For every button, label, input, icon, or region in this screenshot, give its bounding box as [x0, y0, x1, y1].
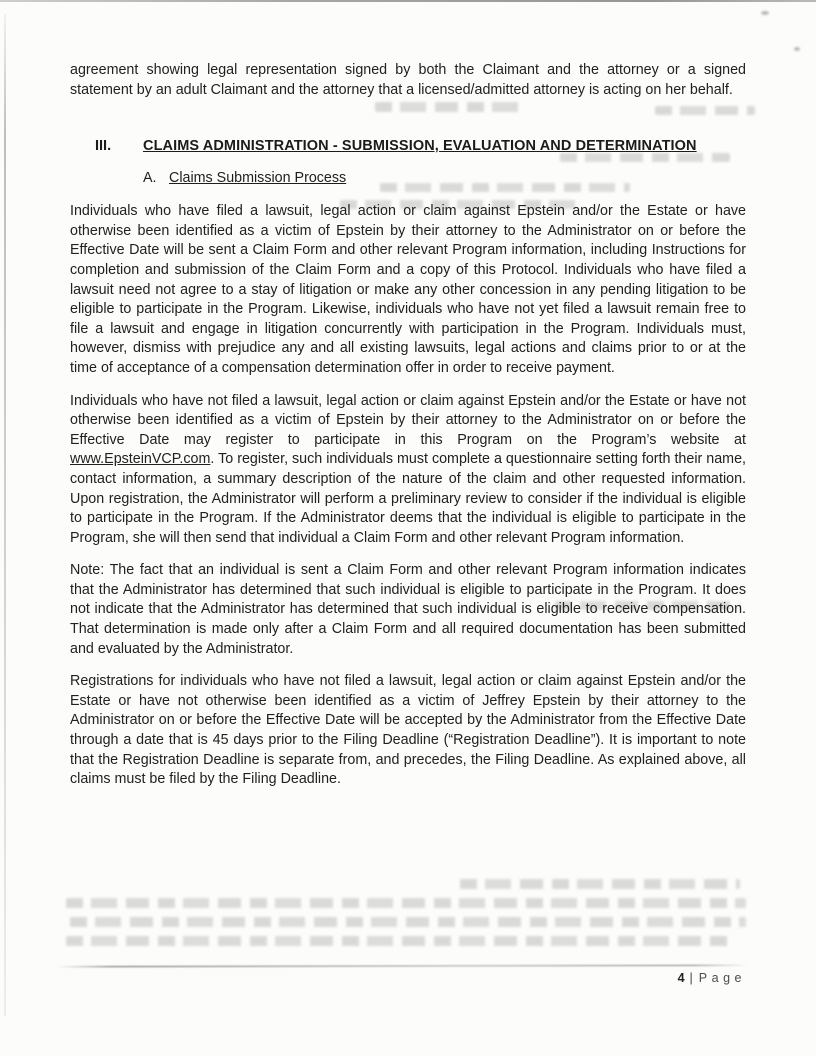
paragraph-registration	[70, 392, 746, 549]
bleed-through-row	[70, 917, 746, 927]
subsection-title: Claims Submission Process	[169, 170, 347, 187]
document-body	[70, 61, 746, 803]
section-number: III.	[95, 138, 112, 155]
subsection-letter: A.	[143, 170, 157, 187]
paragraph-registration-deadline: Registrations for individuals who have not filed a lawsuit, legal action or claim against Epstein and/or the Estate or have not otherwise been identified as a victim of Jeffrey Epstein by their attorney to the Administrator on or before the Effective Date will be accepted by the Administrator from the Effective Date through a date that is 45 days prior to the Filing Deadline (“Registration Deadline”). It is important to note that the Registration Deadline is separate from, and precedes, the Filing Deadline. As explained above, all claims must be filed by the Filing Deadline.	[70, 673, 746, 788]
paragraph-note: Note: The fact that an individual is sent a Claim Form and other relevant Program information indicates that the Administrator has determined that such individual is eligible to participate in the Program. It does not indicate that the Administrator has determined that such individual is eligible to receive compensation. That determination is made only after a Claim Form and all required documentation has been submitted and evaluated by the Administrator.	[70, 562, 746, 657]
scan-artifact-left-edge	[4, 14, 6, 1016]
bleed-through-row	[460, 879, 740, 889]
registration-text-after-link: . To register, such individuals must complete a questionnaire setting forth their name, contact information, a summary description of the nature of the claim and other requested information. Upon registration, the Administrator will perform a preliminary review to consider if the individual is eligible to participate in the Program. If the Administrator deems that the individual is eligible to participate in the Program, she will then send that individual a Claim Form and other relevant Program information.	[70, 451, 746, 546]
subsection-heading	[70, 168, 746, 188]
page-footer	[678, 971, 746, 985]
page-number: 4	[677, 971, 685, 985]
paragraph-claims-filed: Individuals who have filed a lawsuit, legal action or claim against Epstein and/or the Estate or have otherwise been identified as a victim of Epstein by their attorney to the Administrator on or before the Effective Date will be sent a Claim Form and other relevant Program information, including Instructions for completion and submission of the Claim Form and a copy of this Protocol. Individuals who have filed a lawsuit need not agree to a stay of litigation or make any other concession in any pending litigation to be eligible to participate in the Program. Likewise, individuals who have not yet filed a lawsuit remain free to file a lawsuit and engage in litigation concurrently with participation in the Program. Individuals must, however, dismiss with prejudice any and all existing lawsuits, legal actions and claims prior to or at the time of acceptance of a compensation determination offer in order to receive payment.	[70, 203, 746, 376]
footer-page-label: Page	[698, 971, 746, 985]
footer-rule	[56, 964, 748, 967]
bleed-through-row	[66, 936, 734, 946]
scan-artifact-speck	[794, 47, 800, 51]
registration-text-before-link: Individuals who have not filed a lawsuit, legal action or claim against Epstein and/or the Estate or have not otherwise been identified as a victim of Epstein by their attorney to the Administrator on or before the Effective Date may register to participate in this Program on the Program’s website at	[70, 392, 746, 448]
footer-separator: |	[689, 971, 693, 985]
section-title: CLAIMS ADMINISTRATION - SUBMISSION, EVALUATION AND DETERMINATION	[143, 138, 697, 155]
scan-artifact-speck	[761, 11, 769, 15]
scan-artifact-top-edge	[0, 0, 816, 2]
section-heading	[70, 136, 746, 156]
program-website-link: www.EpsteinVCP.com	[70, 451, 211, 468]
bleed-through-row	[66, 898, 746, 908]
continuation-paragraph: agreement showing legal representation signed by both the Claimant and the attorney or a signed statement by an adult Claimant and the attorney that a licensed/admitted attorney is acting on her behalf.	[70, 62, 746, 98]
